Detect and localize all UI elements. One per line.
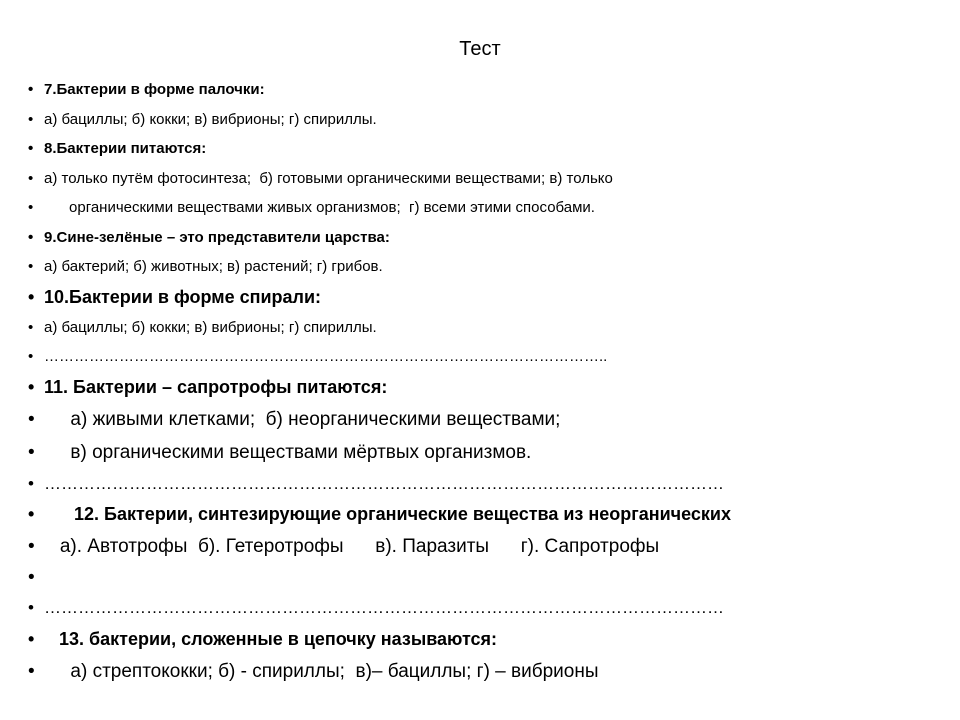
bullet-icon: •	[28, 442, 35, 463]
list-item: • 10.Бактерии в форме спирали:	[28, 287, 322, 307]
bullet-icon: •	[28, 229, 34, 246]
list-item: • а) стрептококки; б) - спириллы; в)– бациллы; г) – вибрионы	[28, 661, 599, 682]
bullet-icon: •	[28, 199, 34, 216]
bullet-icon: •	[28, 111, 34, 128]
list-item: • 12. Бактерии, синтезирующие органические вещества из неорганических	[28, 504, 732, 524]
list-item: • органическими веществами живых организмов; г) всеми этими способами.	[28, 199, 595, 216]
bullet-icon: •	[28, 629, 35, 649]
list-item: • а). Автотрофы б). Гетеротрофы в). Паразиты г). Сапротрофы	[28, 536, 660, 557]
list-item: • 11. Бактерии – сапротрофы питаются:	[28, 377, 388, 397]
bullet-icon: •	[28, 598, 34, 617]
bullet-icon: •	[28, 377, 35, 397]
bullet-icon: •	[28, 536, 35, 557]
list-item: • 9.Сине-зелёные – это представители царства:	[28, 229, 390, 246]
bullet-icon: •	[28, 409, 35, 430]
list-item: • …………………………………………………………………………………………………………	[28, 598, 724, 617]
list-item: • а) только путём фотосинтеза; б) готовыми органическими веществами; в) только	[28, 170, 613, 187]
bullet-icon: •	[28, 567, 35, 588]
list-item	[28, 568, 44, 587]
list-item: • в) органическими веществами мёртвых организмов.	[28, 442, 532, 463]
bullet-icon: •	[28, 81, 34, 98]
bullet-icon: •	[28, 661, 35, 682]
list-item: • …………………………………………………………………………………………………………	[28, 474, 724, 493]
bullet-icon: •	[28, 474, 34, 493]
bullet-icon: •	[28, 319, 34, 336]
bullet-icon: •	[28, 140, 34, 157]
bullet-icon: •	[28, 348, 34, 365]
list-item: • …………………………………………………………………………………………………..	[28, 348, 608, 365]
bullet-icon: •	[28, 258, 34, 275]
list-item: • а) живыми клетками; б) неорганическими веществами;	[28, 409, 561, 430]
page-title: Тест	[459, 38, 501, 60]
list-item: • 7.Бактерии в форме палочки:	[28, 81, 265, 98]
list-item: • а) бациллы; б) кокки; в) вибрионы; г) спириллы.	[28, 319, 377, 336]
bullet-icon: •	[28, 504, 35, 524]
list-item: • а) бактерий; б) животных; в) растений; г) грибов.	[28, 258, 383, 275]
list-item: • 13. бактерии, сложенные в цепочку называются:	[28, 629, 498, 649]
list-item: • а) бациллы; б) кокки; в) вибрионы; г) спириллы.	[28, 111, 377, 128]
list-item: • 8.Бактерии питаются:	[28, 140, 207, 157]
bullet-icon: •	[28, 287, 35, 307]
bullet-icon: •	[28, 170, 34, 187]
